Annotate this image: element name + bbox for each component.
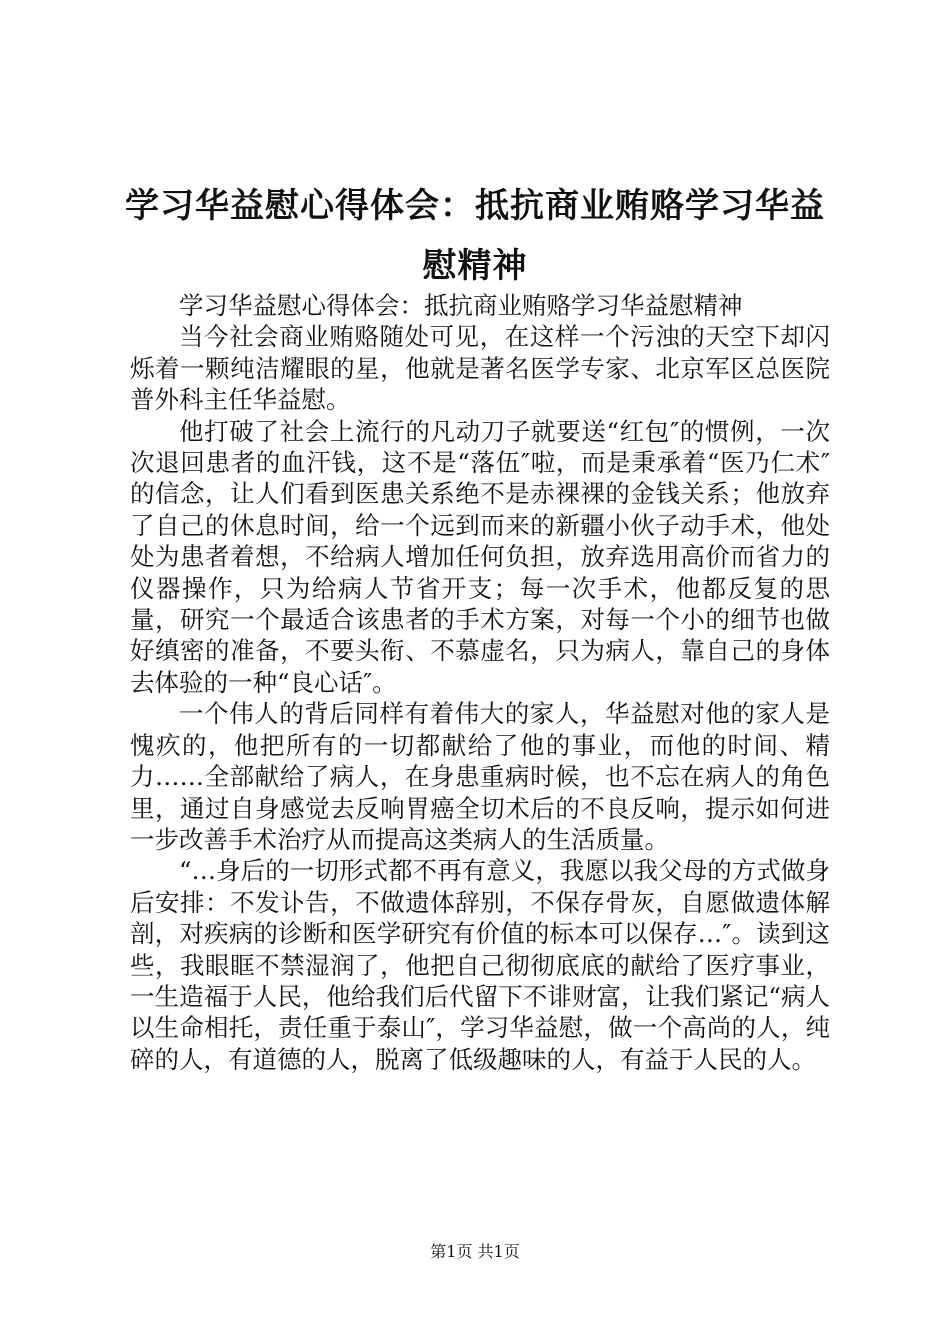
document-body — [130, 290, 830, 1075]
paragraph-deeds: 他打破了社会上流行的凡动刀子就要送“红包″的惯例，一次次退回患者的血汗钱，这不是“落伍″啦，而是秉承着“医乃仁术″的信念，让人们看到医患关系绝不是赤裸裸的金钱关系；他放弃了自己的休息时间，给一个远到而来的新疆小伙子动手术，他处处为患者着想，不给病人增加任何负担，放弃选用高价而省力的仪器操作，只为给病人节省开支；每一次手术，他都反复的思量，研究一个最适合该患者的手术方案，对每一个小的细节也做好缜密的准备，不要头衔、不慕虚名，只为病人，靠自己的身体去体验的一种“良心话″。 — [130, 416, 830, 697]
page-number-footer: 第1页 共1页 — [430, 1242, 520, 1261]
paragraph-conclusion: “…身后的一切形式都不再有意义，我愿以我父母的方式做身后安排：不发讣告，不做遗体辞别，不保存骨灰，自愿做遗体解剖，对疾病的诊断和医学研究有价值的标本可以保存…″。读到这些，我眼眶不禁湿润了，他把自己彻彻底底的献给了医疗事业，一生造福于人民，他给我们后代留下不诽财富，让我们紧记“病人以生命相托，责任重于泰山″，学习华益慰，做一个高尚的人，纯碎的人，有道德的人，脱离了低级趣味的人，有益于人民的人。 — [130, 856, 830, 1074]
paragraph-intro: 当今社会商业贿赂随处可见，在这样一个污浊的天空下却闪烁着一颗纯洁耀眼的星，他就是著名医学专家、北京军区总医院普外科主任华益慰。 — [130, 322, 830, 415]
paragraph-family: 一个伟人的背后同样有着伟大的家人，华益慰对他的家人是愧疚的，他把所有的一切都献给了他的事业，而他的时间、精力……全部献给了病人，在身患重病时候，也不忘在病人的角色里，通过自身感觉去反响胃癌全切术后的不良反响，提示如何进一步改善手术治疗从而提高这类病人的生活质量。 — [130, 699, 830, 854]
document-title: 学习华益慰心得体会：抵抗商业贿赂学习华益慰精神 — [125, 186, 825, 286]
paragraph-subtitle: 学习华益慰心得体会：抵抗商业贿赂学习华益慰精神 — [179, 291, 743, 320]
